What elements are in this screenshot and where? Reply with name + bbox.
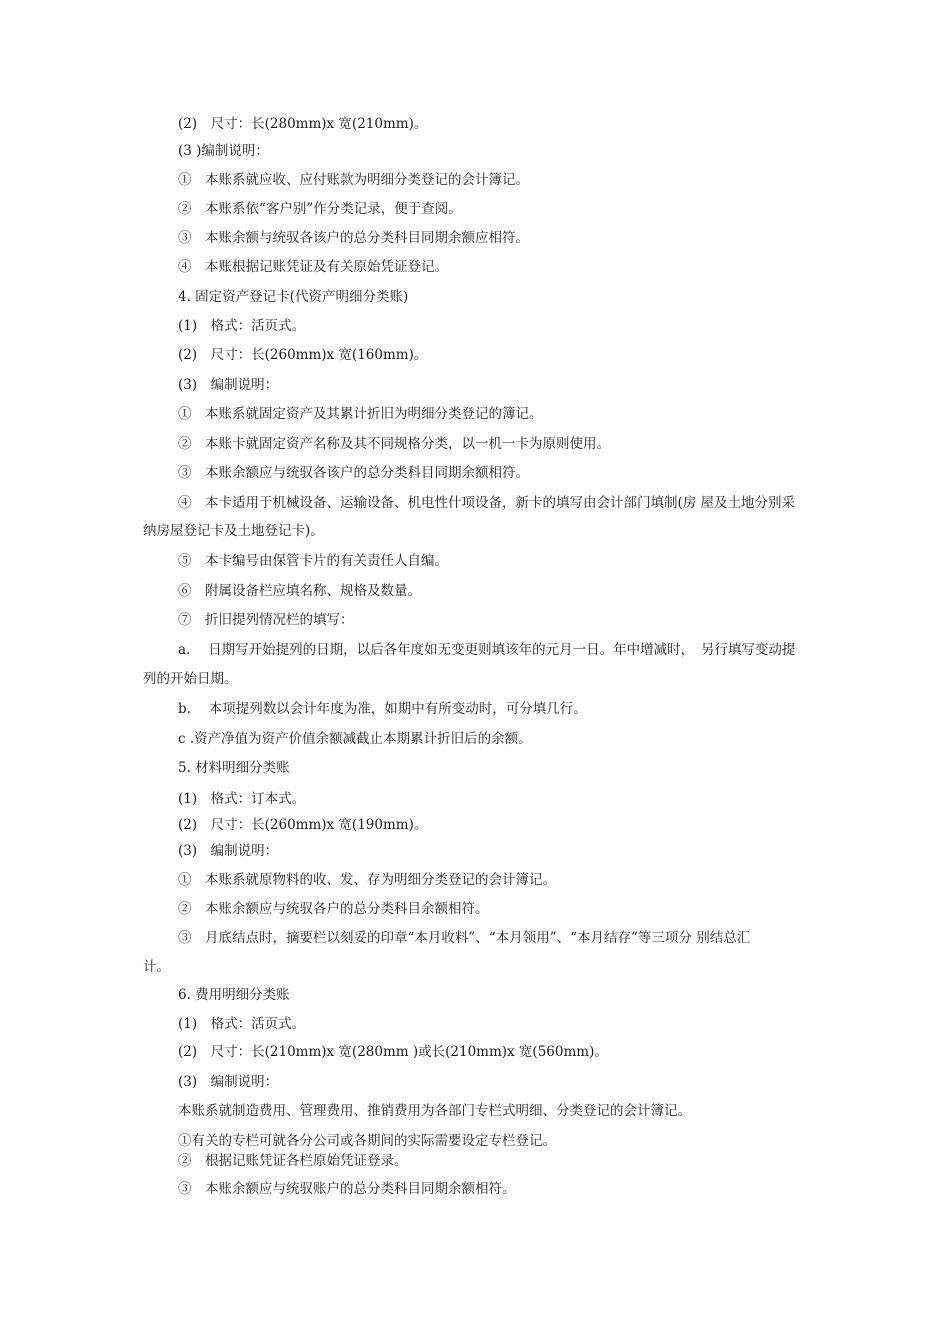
text-line: (2) 尺寸：长(280mm)x 宽(210mm)。: [178, 116, 428, 132]
text-line: ② 本账卡就固定资产名称及其不同规格分类，以一机一卡为原则使用。: [178, 436, 610, 452]
text-line: 计。: [143, 959, 170, 975]
text-line: (3) 编制说明：: [178, 377, 279, 393]
text-line: (2) 尺寸：长(260mm)x 宽(190mm)。: [178, 817, 428, 833]
text-line: (2) 尺寸：长(260mm)x 宽(160mm)。: [178, 347, 428, 363]
text-line: a. 日期写开始提列的日期，以后各年度如无变更则填该年的元月一日。年中增减时， 另行填写变动提: [178, 642, 796, 658]
text-line: ①有关的专栏可就各分公司或各期间的实际需要设定专栏登记。: [178, 1133, 556, 1149]
section-heading: 5. 材料明细分类账: [178, 760, 290, 776]
text-line: ② 本账系依“客户别”作分类记录，便于查阅。: [178, 201, 462, 217]
text-line: ① 本账系就固定资产及其累计折旧为明细分类登记的簿记。: [178, 406, 543, 422]
section-heading: 4. 固定资产登记卡(代资产明细分类账): [178, 289, 409, 305]
text-line: ① 本账系就应收、应付账款为明细分类登记的会计簿记。: [178, 172, 529, 188]
text-line: ② 根据记账凭证各栏原始凭证登录。: [178, 1153, 408, 1169]
text-line: ③ 本账余额应与统驭各该户的总分类科目同期余额相符。: [178, 465, 529, 481]
text-line: 纳房屋登记卡及土地登记卡)。: [143, 523, 324, 539]
text-line: 列的开始日期。: [143, 671, 238, 687]
text-line: ④ 本账根据记账凭证及有关原始凭证登记。: [178, 259, 448, 275]
text-line: ⑥ 附属设备栏应填名称、规格及数量。: [178, 583, 421, 599]
text-line: (3) 编制说明：: [178, 843, 279, 859]
text-line: (1) 格式：活页式。: [178, 1016, 306, 1032]
text-line: b. 本项提列数以会计年度为准，如期中有所变动时，可分填几行。: [178, 701, 587, 717]
text-line: (2) 尺寸：长(210mm)x 宽(280mm )或长(210mm)x 宽(560mm)。: [178, 1044, 608, 1060]
text-line: (1) 格式：订本式。: [178, 791, 306, 807]
text-line: ③ 本账余额应与统驭账户的总分类科目同期余额相符。: [178, 1181, 516, 1197]
text-line: (1) 格式：活页式。: [178, 318, 306, 334]
text-line: ⑦ 折旧提列情况栏的填写：: [178, 612, 354, 628]
text-line: ② 本账余额应与统驭各户的总分类科目余额相符。: [178, 901, 489, 917]
text-line: (3 )编制说明：: [178, 143, 269, 159]
text-line: c .资产净值为资产价值余额减截止本期累计折旧后的余额。: [178, 731, 532, 747]
text-line: ⑤ 本卡编号由保管卡片的有关责任人自编。: [178, 553, 448, 569]
text-line: (3) 编制说明：: [178, 1074, 279, 1090]
text-line: 本账系就制造费用、管理费用、推销费用为各部门专栏式明细、分类登记的会计簿记。: [178, 1103, 691, 1119]
text-line: ③ 月底结点时，摘要栏以刻妥的印章“本月收料”、“本月领用”、“本月结存”等三项分 别结总汇: [178, 930, 751, 946]
section-heading: 6. 费用明细分类账: [178, 987, 290, 1003]
text-line: ③ 本账余额与统驭各该户的总分类科目同期余额应相符。: [178, 230, 529, 246]
text-line: ④ 本卡适用于机械设备、运输设备、机电性什项设备，新卡的填写由会计部门填制(房 屋及土地分别采: [178, 495, 796, 511]
text-line: ① 本账系就原物料的收、发、存为明细分类登记的会计簿记。: [178, 872, 556, 888]
